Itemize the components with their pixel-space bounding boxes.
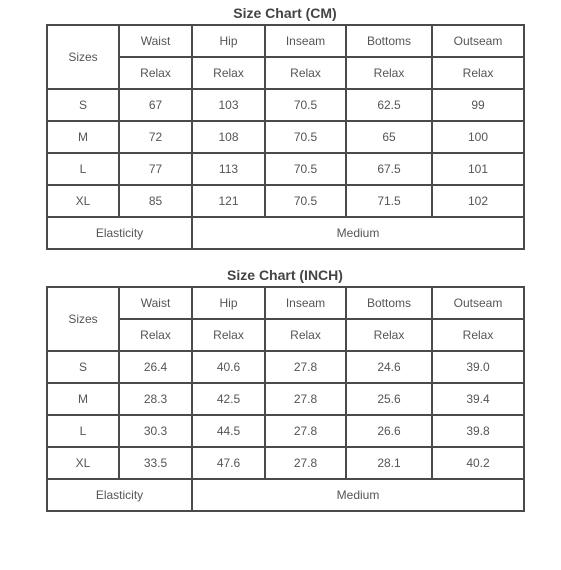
inseam-header: Inseam [265,287,346,319]
table-cell: 99 [432,89,524,121]
table-cell: 27.8 [265,415,346,447]
fit-cell: Relax [346,57,432,89]
table-row [47,89,524,121]
fit-cell: Relax [432,319,524,351]
table-cell: 70.5 [265,185,346,217]
table-cell: 26.4 [119,351,192,383]
table-row [47,153,524,185]
elasticity-label: Elasticity [47,479,192,511]
table-cell: 42.5 [192,383,265,415]
table-row [47,415,524,447]
table-cell: 67 [119,89,192,121]
hip-header: Hip [192,287,265,319]
table-cell: 108 [192,121,265,153]
fit-cell: Relax [346,319,432,351]
table-cell: 70.5 [265,89,346,121]
table-cell: 27.8 [265,351,346,383]
table-header-row [47,25,524,57]
table-row [47,185,524,217]
table-cell: 30.3 [119,415,192,447]
table-fit-row [47,57,524,89]
waist-header: Waist [119,287,192,319]
waist-header: Waist [119,25,192,57]
elasticity-label: Elasticity [47,217,192,249]
sizes-header: Sizes [47,287,119,351]
size-label: L [47,415,119,447]
table-cell: 27.8 [265,383,346,415]
fit-cell: Relax [119,57,192,89]
table-cell: 62.5 [346,89,432,121]
table-cell: 33.5 [119,447,192,479]
table-cell: 121 [192,185,265,217]
table-cell: 28.1 [346,447,432,479]
table-cell: 70.5 [265,153,346,185]
table-row [47,351,524,383]
fit-cell: Relax [432,57,524,89]
table-cell: 44.5 [192,415,265,447]
table-cell: 28.3 [119,383,192,415]
hip-header: Hip [192,25,265,57]
elasticity-value: Medium [192,217,524,249]
table-cell: 113 [192,153,265,185]
inseam-header: Inseam [265,25,346,57]
fit-cell: Relax [265,319,346,351]
bottoms-header: Bottoms [346,287,432,319]
table-cell: 67.5 [346,153,432,185]
table-cell: 100 [432,121,524,153]
table-cell: 85 [119,185,192,217]
table-cell: 101 [432,153,524,185]
size-label: XL [47,185,119,217]
table-cell: 26.6 [346,415,432,447]
table-cell: 47.6 [192,447,265,479]
size-chart-cm-title: Size Chart (CM) [233,5,337,21]
table-cell: 102 [432,185,524,217]
outseam-header: Outseam [432,287,524,319]
size-chart-cm-table [46,24,525,250]
size-label: M [47,121,119,153]
size-label: XL [47,447,119,479]
bottoms-header: Bottoms [346,25,432,57]
fit-cell: Relax [192,319,265,351]
table-row [47,383,524,415]
table-cell: 39.0 [432,351,524,383]
table-row [47,121,524,153]
size-label: L [47,153,119,185]
table-cell: 25.6 [346,383,432,415]
elasticity-row [47,217,524,249]
table-cell: 39.8 [432,415,524,447]
table-cell: 40.6 [192,351,265,383]
sizes-header: Sizes [47,25,119,89]
fit-cell: Relax [119,319,192,351]
elasticity-row [47,479,524,511]
size-chart-inch-title: Size Chart (INCH) [227,267,343,283]
outseam-header: Outseam [432,25,524,57]
elasticity-value: Medium [192,479,524,511]
table-fit-row [47,319,524,351]
table-row [47,447,524,479]
table-cell: 24.6 [346,351,432,383]
fit-cell: Relax [192,57,265,89]
size-chart-inch-table [46,286,525,512]
table-header-row [47,287,524,319]
table-cell: 70.5 [265,121,346,153]
fit-cell: Relax [265,57,346,89]
size-label: S [47,89,119,121]
size-label: M [47,383,119,415]
table-cell: 72 [119,121,192,153]
size-label: S [47,351,119,383]
table-cell: 77 [119,153,192,185]
table-cell: 39.4 [432,383,524,415]
table-cell: 71.5 [346,185,432,217]
table-cell: 40.2 [432,447,524,479]
table-cell: 103 [192,89,265,121]
table-cell: 27.8 [265,447,346,479]
table-cell: 65 [346,121,432,153]
